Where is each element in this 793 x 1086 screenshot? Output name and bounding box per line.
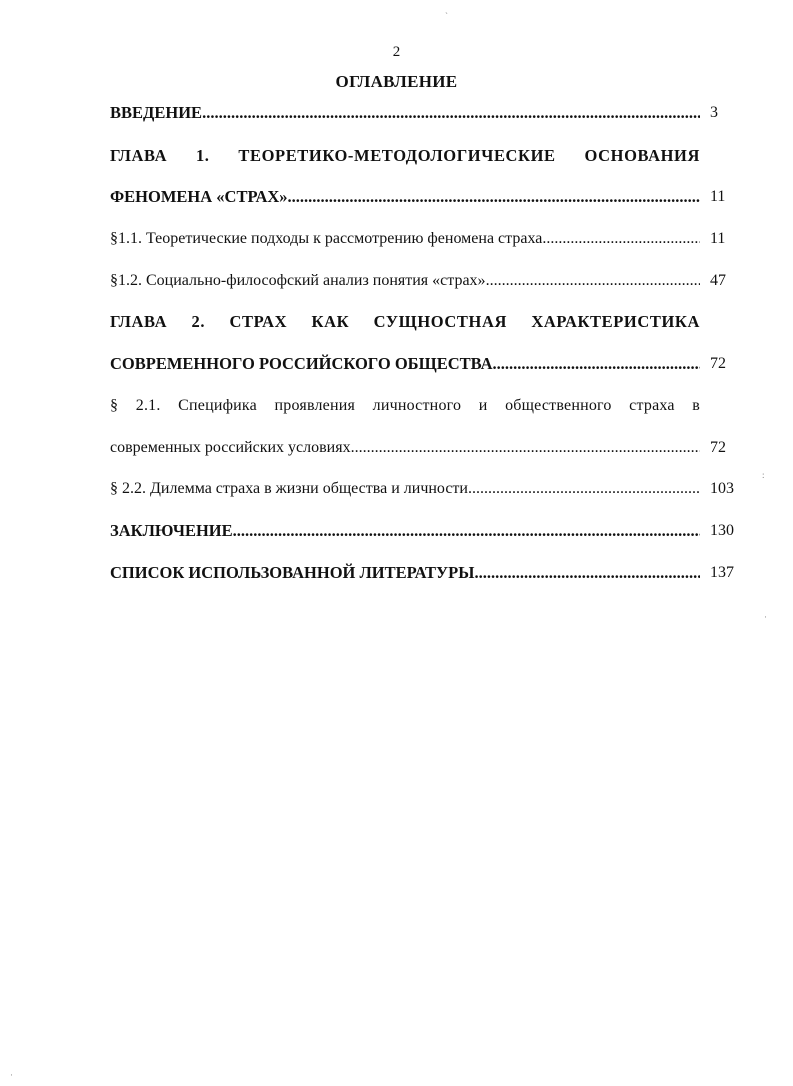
dot-leader — [542, 229, 700, 249]
toc-entry-page: 3 — [710, 104, 718, 121]
dot-leader — [202, 103, 700, 123]
toc-title: ОГЛАВЛЕНИЕ — [335, 72, 458, 91]
toc-entry-conclusion[interactable] — [110, 521, 700, 541]
scan-speck: : — [762, 470, 765, 480]
toc-entry-label: ВВЕДЕНИЕ — [110, 103, 203, 122]
toc-entry-page: 72 — [710, 439, 726, 456]
toc-entry-section-1-2[interactable] — [110, 271, 700, 291]
dot-leader — [288, 187, 700, 207]
toc-entry-page: 11 — [710, 188, 726, 205]
toc-entry-page: 72 — [710, 355, 726, 372]
toc-entry-page: 11 — [710, 230, 726, 247]
toc-entry-label: §1.2. Социально-философский анализ понятия «страх» — [110, 272, 486, 289]
scan-speck: · — [10, 1070, 13, 1080]
toc-entry-chapter-2[interactable] — [110, 354, 700, 374]
toc-entry-label: современных российских условиях — [110, 439, 351, 456]
toc-chapter-2-heading[interactable]: ГЛАВА 2. СТРАХ КАК СУЩНОСТНАЯ ХАРАКТЕРИСТИКА — [110, 312, 700, 331]
toc-entry-page: 137 — [710, 564, 734, 581]
toc-section-2-1-line1[interactable]: § 2.1. Специфика проявления личностного и общественного страха в — [110, 397, 700, 414]
toc-entry-page: 47 — [710, 272, 726, 289]
dot-leader — [474, 563, 700, 583]
toc-entry-label: ФЕНОМЕНА «СТРАХ» — [110, 187, 288, 206]
toc-chapter-1-heading[interactable]: ГЛАВА 1. ТЕОРЕТИКО-МЕТОДОЛОГИЧЕСКИЕ ОСНОВАНИЯ — [110, 146, 700, 165]
dot-leader — [493, 354, 700, 374]
scan-speck: ˎ — [445, 4, 448, 14]
toc-entry-page: 130 — [710, 522, 734, 539]
toc-entry-label: §1.1. Теоретические подходы к рассмотрению феномена страха — [110, 230, 543, 247]
toc-entry-label: § 2.2. Дилемма страха в жизни общества и личности — [110, 480, 468, 497]
toc-entry-introduction[interactable] — [110, 103, 700, 123]
dot-leader — [486, 271, 700, 291]
toc-entry-section-2-2[interactable] — [110, 479, 700, 499]
toc-entry-label: СПИСОК ИСПОЛЬЗОВАННОЙ ЛИТЕРАТУРЫ — [110, 563, 475, 582]
toc-entry-chapter-1[interactable] — [110, 187, 700, 207]
toc-entry-bibliography[interactable] — [110, 563, 700, 583]
page-number: 2 — [392, 44, 401, 60]
toc-entry-section-2-1[interactable] — [110, 438, 700, 458]
scan-speck: · — [764, 612, 767, 622]
toc-entry-label: СОВРЕМЕННОГО РОССИЙСКОГО ОБЩЕСТВА — [110, 354, 493, 373]
dot-leader — [351, 438, 700, 458]
toc-entry-page: 103 — [710, 480, 734, 497]
toc-entry-section-1-1[interactable] — [110, 229, 700, 249]
toc-entry-label: ЗАКЛЮЧЕНИЕ — [110, 521, 233, 540]
dot-leader — [233, 521, 700, 541]
dot-leader — [468, 479, 700, 499]
